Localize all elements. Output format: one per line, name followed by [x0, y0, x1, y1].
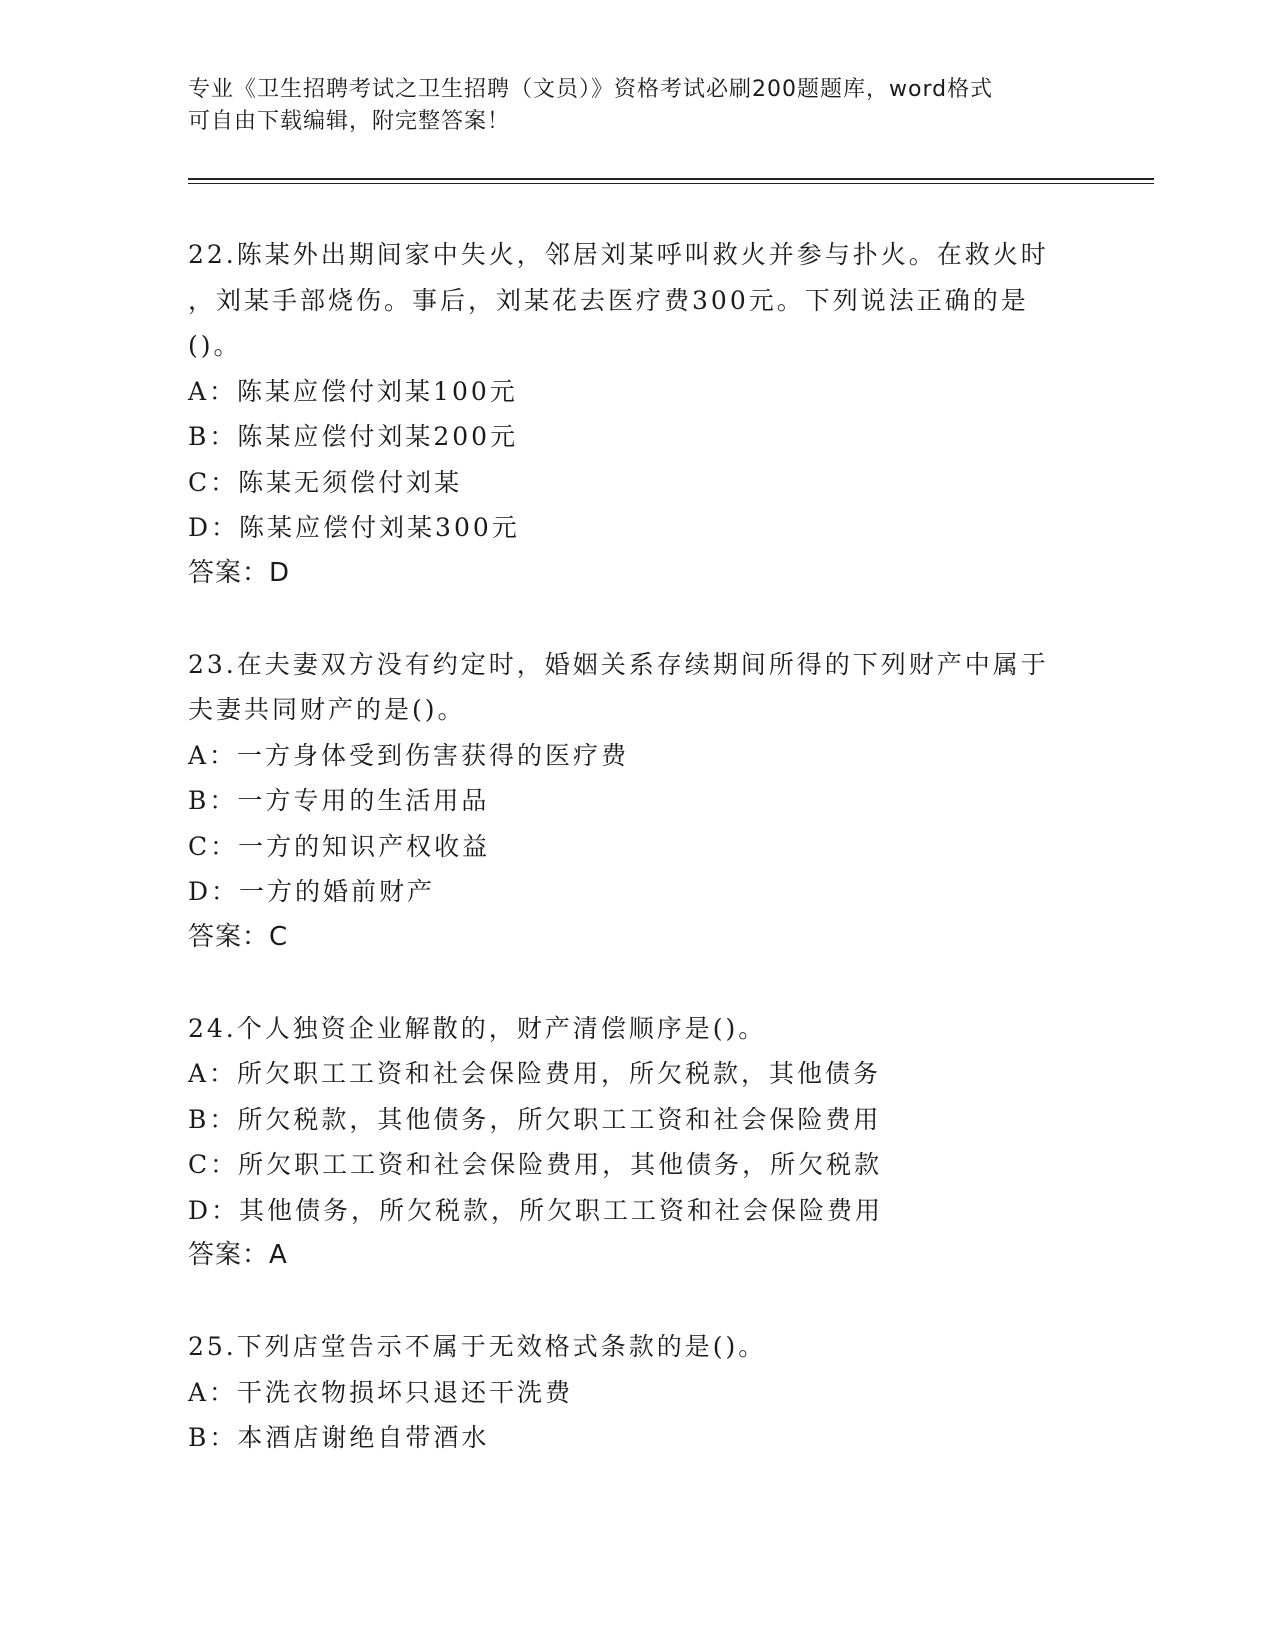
option-d: D：陈某应偿付刘某300元	[188, 513, 520, 542]
option-b: B：所欠税款，其他债务，所欠职工工资和社会保险费用	[188, 1104, 882, 1134]
option-b: B：陈某应偿付刘某200元	[188, 422, 519, 451]
option-b: B：本酒店谢绝自带酒水	[188, 1423, 490, 1452]
question-stem: 24.个人独资企业解散的，财产清偿顺序是()。	[188, 1013, 767, 1043]
option-a: A：陈某应偿付刘某100元	[188, 376, 518, 406]
option-d: D：其他债务，所欠税款，所欠职工工资和社会保险费用	[188, 1195, 884, 1225]
header-divider-thick	[188, 178, 1154, 180]
question-list	[188, 232, 1088, 1506]
option-c: C：陈某无须偿付刘某	[188, 467, 463, 497]
question-stem: 25.下列店堂告示不属于无效格式条款的是()。	[188, 1332, 767, 1361]
question-stem: 22.陈某外出期间家中失火，邻居刘某呼叫救火并参与扑火。在救火时 ，刘某手部烧伤。事后，刘某花去医疗费300元。下列说法正确的是 ()。	[188, 240, 1049, 360]
option-c: C：一方的知识产权收益	[188, 831, 491, 861]
header-line-2: 可自由下载编辑，附完整答案！	[188, 109, 511, 134]
answer: 答案：C	[188, 921, 289, 952]
option-c: C：所欠职工工资和社会保险费用，其他债务，所欠税款	[188, 1150, 883, 1179]
question-22	[188, 232, 1088, 596]
document-header	[188, 74, 1068, 138]
question-24	[188, 1006, 1088, 1279]
question-25	[188, 1324, 1088, 1461]
option-d: D：一方的婚前财产	[188, 877, 436, 906]
question-23	[188, 642, 1088, 961]
question-stem: 23.在夫妻双方没有约定时，婚姻关系存续期间所得的下列财产中属于 夫妻共同财产的是()。	[188, 649, 1049, 724]
answer: 答案：D	[188, 557, 291, 588]
header-line-1: 专业《卫生招聘考试之卫生招聘（文员）》资格考试必刷200题题库，word格式	[188, 77, 994, 102]
option-b: B：一方专用的生活用品	[188, 786, 490, 815]
option-a: A：所欠职工工资和社会保险费用，所欠税款，其他债务	[188, 1059, 882, 1088]
header-divider-thin	[188, 183, 1154, 184]
answer: 答案：A	[188, 1240, 288, 1270]
option-a: A：干洗衣物损坏只退还干洗费	[188, 1377, 574, 1407]
option-a: A：一方身体受到伤害获得的医疗费	[188, 740, 630, 770]
